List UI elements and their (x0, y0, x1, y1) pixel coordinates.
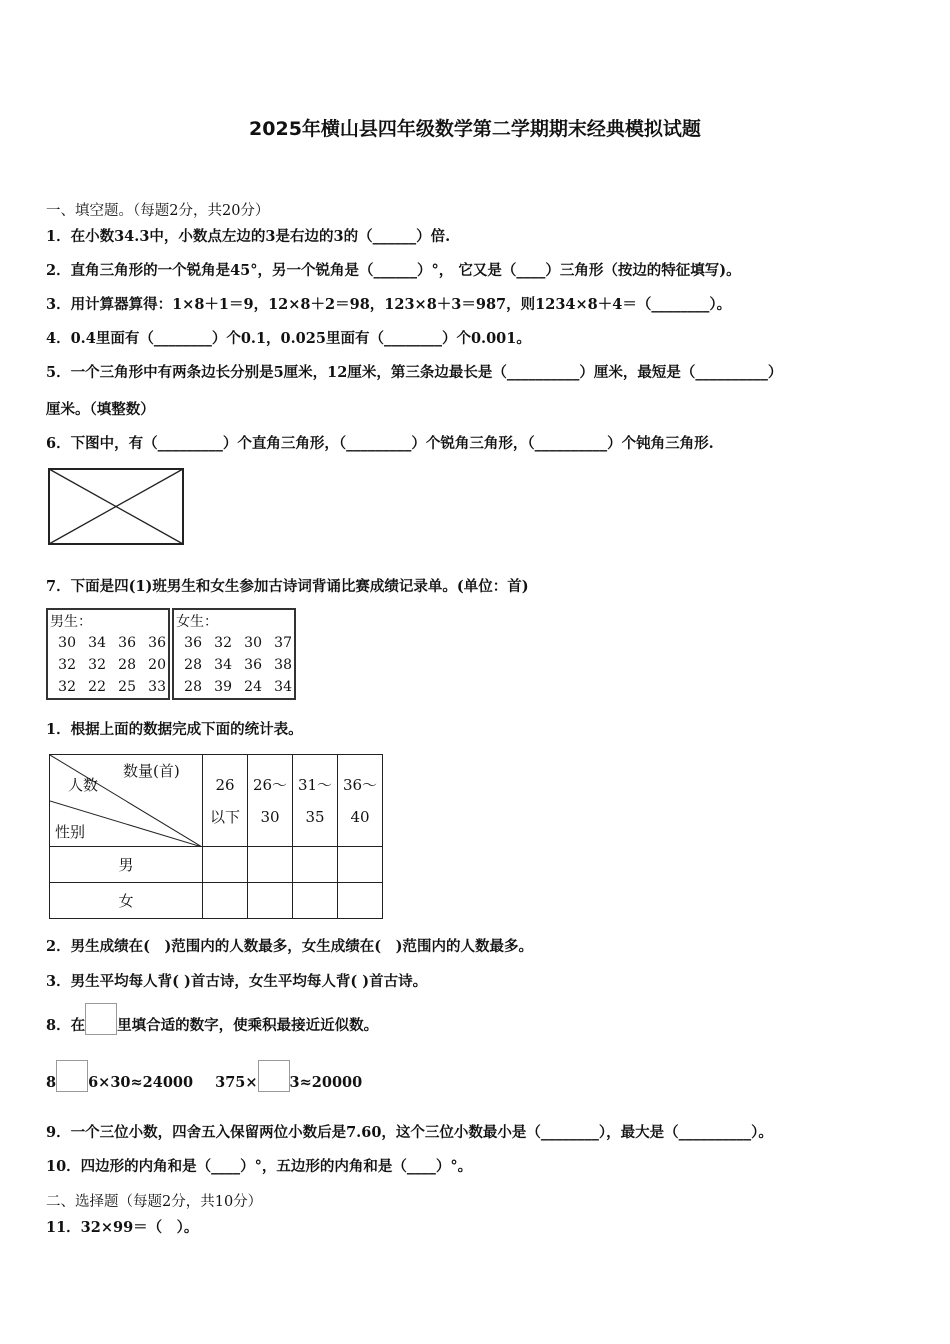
question-1: 1．在小数34.3中，小数点左边的3是右边的3的（______）倍. (46, 228, 451, 245)
score-cell: 38 (274, 657, 292, 673)
section-1-heading: 一、填空题。（每题2分，共20分） (46, 203, 270, 219)
expression-1-suffix: 6×30≈24000 (88, 1074, 194, 1091)
answer-cell[interactable] (338, 883, 383, 919)
header-people-label: 人数 (68, 776, 99, 794)
section-2-heading: 二、选择题（每题2分，共10分） (46, 1194, 263, 1210)
score-cell: 20 (148, 657, 166, 673)
question-8-prefix: 8．在 (46, 1017, 86, 1034)
expression-2-prefix: 375× (215, 1074, 258, 1091)
question-8 (46, 1003, 378, 1035)
question-7-part-1: 1．根据上面的数据完成下面的统计表。 (46, 721, 303, 738)
column-header: 26 以下 (203, 755, 248, 847)
score-cell: 36 (244, 657, 262, 673)
score-cell: 28 (118, 657, 136, 673)
answer-cell[interactable] (293, 847, 338, 883)
question-8-expressions (46, 1060, 362, 1092)
header-gender-label: 性别 (55, 823, 86, 841)
score-cell: 32 (58, 657, 76, 673)
score-cell: 22 (88, 679, 106, 695)
row-label-boys: 男 (50, 847, 203, 883)
answer-cell[interactable] (248, 883, 293, 919)
score-cell: 28 (184, 657, 202, 673)
score-cell: 37 (274, 635, 292, 651)
question-7-part-2: 2．男生成绩在( )范围内的人数最多，女生成绩在( )范围内的人数最多。 (46, 938, 534, 955)
blank-box (85, 1003, 117, 1035)
score-cell: 32 (88, 657, 106, 673)
row-label-girls: 女 (50, 883, 203, 919)
column-header: 36～ 40 (338, 755, 383, 847)
question-5-line-2: 厘米。（填整数） (46, 401, 155, 418)
score-cell: 32 (58, 679, 76, 695)
answer-cell[interactable] (203, 883, 248, 919)
answer-box-2[interactable] (258, 1060, 290, 1092)
question-8-text: 里填合适的数字，使乘积最接近近似数。 (117, 1017, 379, 1034)
score-cell: 30 (58, 635, 76, 651)
header-quantity-label: 数量(首) (123, 762, 180, 780)
question-7: 7．下面是四(1)班男生和女生参加古诗词背诵比赛成绩记录单。(单位：首) (46, 578, 529, 595)
question-10: 10．四边形的内角和是（____）°，五边形的内角和是（____）°。 (46, 1158, 473, 1175)
answer-box-1[interactable] (56, 1060, 88, 1092)
question-6: 6．下图中，有（_________）个直角三角形，（_________）个锐角三角形，（__________）个钝角三角形. (46, 435, 714, 452)
score-cell: 25 (118, 679, 136, 695)
girls-score-table (172, 608, 296, 700)
answer-cell[interactable] (203, 847, 248, 883)
score-cell: 30 (244, 635, 262, 651)
expression-2-suffix: 3≈20000 (289, 1074, 363, 1091)
score-cell: 33 (148, 679, 166, 695)
question-4: 4．0.4里面有（________）个0.1，0.025里面有（________）个0.001。 (46, 330, 531, 347)
score-cell: 28 (184, 679, 202, 695)
score-cell: 34 (88, 635, 106, 651)
boys-label: 男生： (50, 614, 92, 630)
score-cell: 34 (274, 679, 292, 695)
rectangle-diagonals-figure (46, 466, 188, 548)
question-5-line-1: 5．一个三角形中有两条边长分别是5厘米，12厘米，第三条边最长是（__________）厘米，最短是（__________） (46, 364, 783, 381)
boys-score-table (46, 608, 170, 700)
diagonal-header-cell (50, 755, 203, 847)
score-cell: 34 (214, 657, 232, 673)
score-cell: 39 (214, 679, 232, 695)
question-9: 9．一个三位小数，四舍五入保留两位小数后是7.60，这个三位小数最小是（________），最大是（__________）。 (46, 1124, 773, 1141)
score-cell: 24 (244, 679, 262, 695)
score-cell: 32 (214, 635, 232, 651)
question-11: 11．32×99＝（ ）。 (46, 1219, 199, 1236)
girls-label: 女生： (176, 614, 218, 630)
column-header: 31～ 35 (293, 755, 338, 847)
score-cell: 36 (118, 635, 136, 651)
statistics-table (49, 754, 383, 919)
question-3: 3．用计算器算得：1×8＋1＝9，12×8＋2＝98，123×8＋3＝987，则1234×8＋4＝（________）。 (46, 296, 732, 313)
answer-cell[interactable] (293, 883, 338, 919)
column-header: 26～ 30 (248, 755, 293, 847)
score-cell: 36 (184, 635, 202, 651)
question-2: 2．直角三角形的一个锐角是45°，另一个锐角是（______）°， 它又是（____）三角形（按边的特征填写)。 (46, 262, 741, 279)
page-title: 2025年横山县四年级数学第二学期期末经典模拟试题 (249, 118, 701, 140)
score-cell: 36 (148, 635, 166, 651)
question-7-part-3: 3．男生平均每人背( )首古诗，女生平均每人背( )首古诗。 (46, 973, 428, 990)
answer-cell[interactable] (338, 847, 383, 883)
answer-cell[interactable] (248, 847, 293, 883)
expression-1-prefix: 8 (46, 1074, 57, 1091)
